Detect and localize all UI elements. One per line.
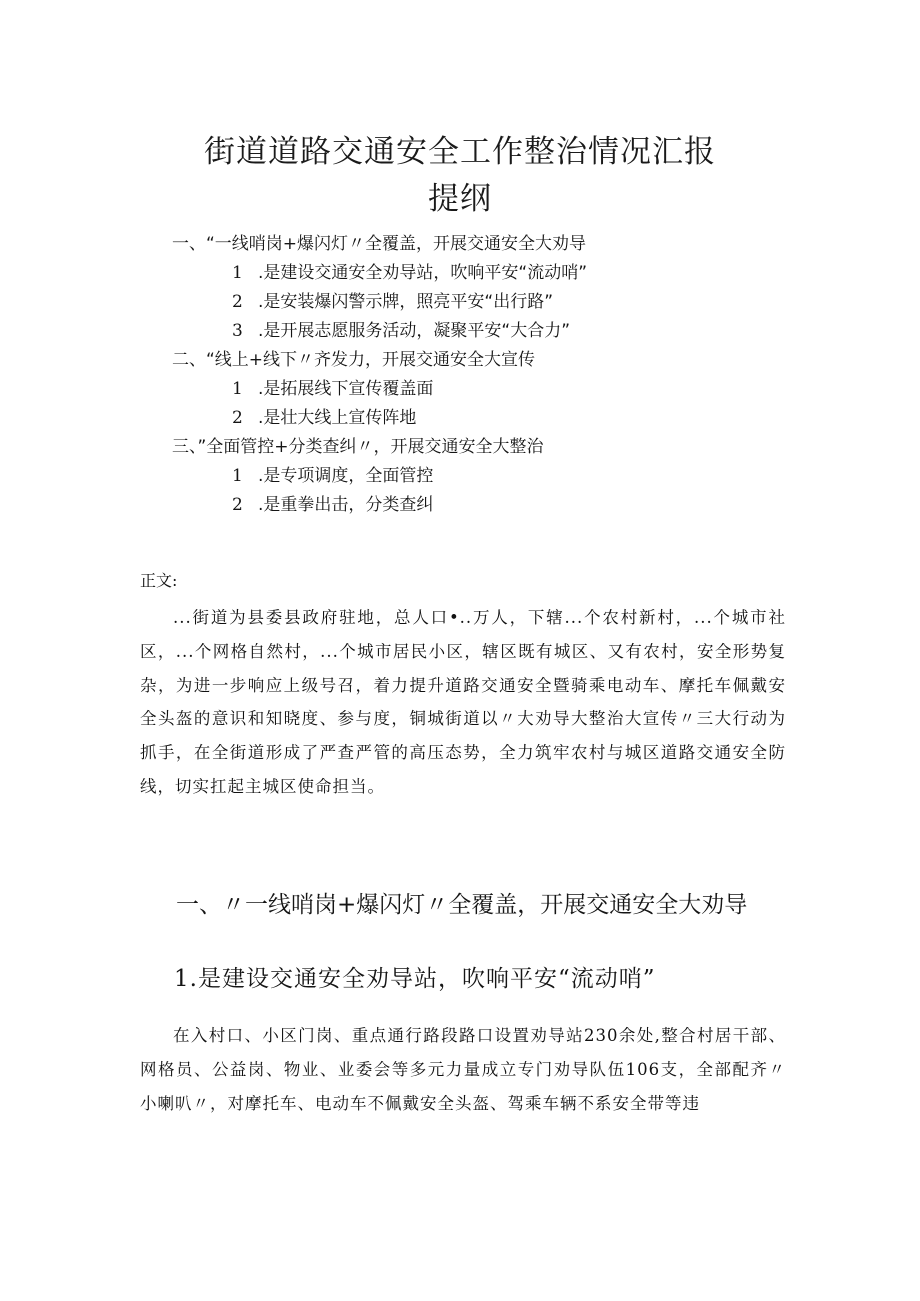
- outline-item-text: .是安装爆闪警示牌，照亮平安“出行路”: [258, 292, 554, 312]
- outline-item-3-2: [232, 490, 433, 515]
- outline-item-text: .是拓展线下宣传覆盖面: [258, 379, 434, 399]
- outline-item-number: 3: [232, 321, 243, 341]
- outline-item-text: .是建设交通安全劝导站，吹响平安“流动哨”: [258, 263, 588, 283]
- outline-item-number: 1: [232, 263, 243, 283]
- outline-item-2-1: [232, 374, 433, 399]
- intro-paragraph: ...街道为县委县政府驻地，总人口•..万人，下辖...个农村新村，...个城市社区，...个网格自然村，...个城市居民小区，辖区既有城区、又有农村，安全形势复杂，为进一步响应上级号召，着力提升道路交通安全暨骑乘电动车、摩托车佩戴安全头盔的意识和知晓度、参与度，铜城街道以〃大劝导大整治大宣传〃三大行动为抓手，在全街道形成了严查严管的高压态势，全力筑牢农村与城区道路交通安全防线，切实扛起主城区使命担当。: [140, 608, 786, 796]
- document-subtitle: 提纲: [428, 181, 492, 217]
- outline-heading-3: 三、”全面管控+分类查纠〃，开展交通安全大整治: [172, 437, 544, 457]
- outline-item-number: 1: [232, 379, 243, 399]
- outline-item-number: 2: [232, 408, 243, 428]
- outline-item-text: .是开展志愿服务活动，凝聚平安“大合力”: [258, 321, 571, 341]
- outline-item-number: 2: [232, 292, 243, 312]
- outline-item-text: .是专项调度，全面管控: [258, 466, 434, 486]
- section-heading-1: 一、〃一线哨岗+爆闪灯〃全覆盖，开展交通安全大劝导: [176, 892, 748, 918]
- subsection-paragraph: 在入村口、小区门岗、重点通行路段路口设置劝导站230余处,整合村居干部、网格员、公益岗、物业、业委会等多元力量成立专门劝导队伍106支，全部配齐〃小喇叭〃，对摩托车、电动车不佩戴安全头盔、驾乘车辆不系安全带等违: [140, 1026, 786, 1113]
- outline-item-text: .是壮大线上宣传阵地: [258, 408, 417, 428]
- outline-item-2-2: [232, 403, 416, 428]
- body-label: 正文:: [140, 571, 178, 590]
- outline-item-1-1: [232, 258, 587, 283]
- outline-item-text: .是重拳出击，分类查纠: [258, 495, 434, 515]
- document-title: 街道道路交通安全工作整治情况汇报: [204, 134, 716, 170]
- subsection-heading-1: 1.是建设交通安全劝导站，吹响平安“流动哨”: [174, 966, 656, 992]
- outline-item-3-1: [232, 461, 433, 486]
- outline-item-1-3: [232, 316, 570, 341]
- outline-item-number: 2: [232, 495, 243, 515]
- outline-heading-2: 二、“线上+线下〃齐发力，开展交通安全大宣传: [172, 350, 536, 370]
- outline-heading-1: 一、“一线哨岗+爆闪灯〃全覆盖，开展交通安全大劝导: [172, 234, 587, 254]
- outline-item-number: 1: [232, 466, 243, 486]
- outline-item-1-2: [232, 287, 553, 312]
